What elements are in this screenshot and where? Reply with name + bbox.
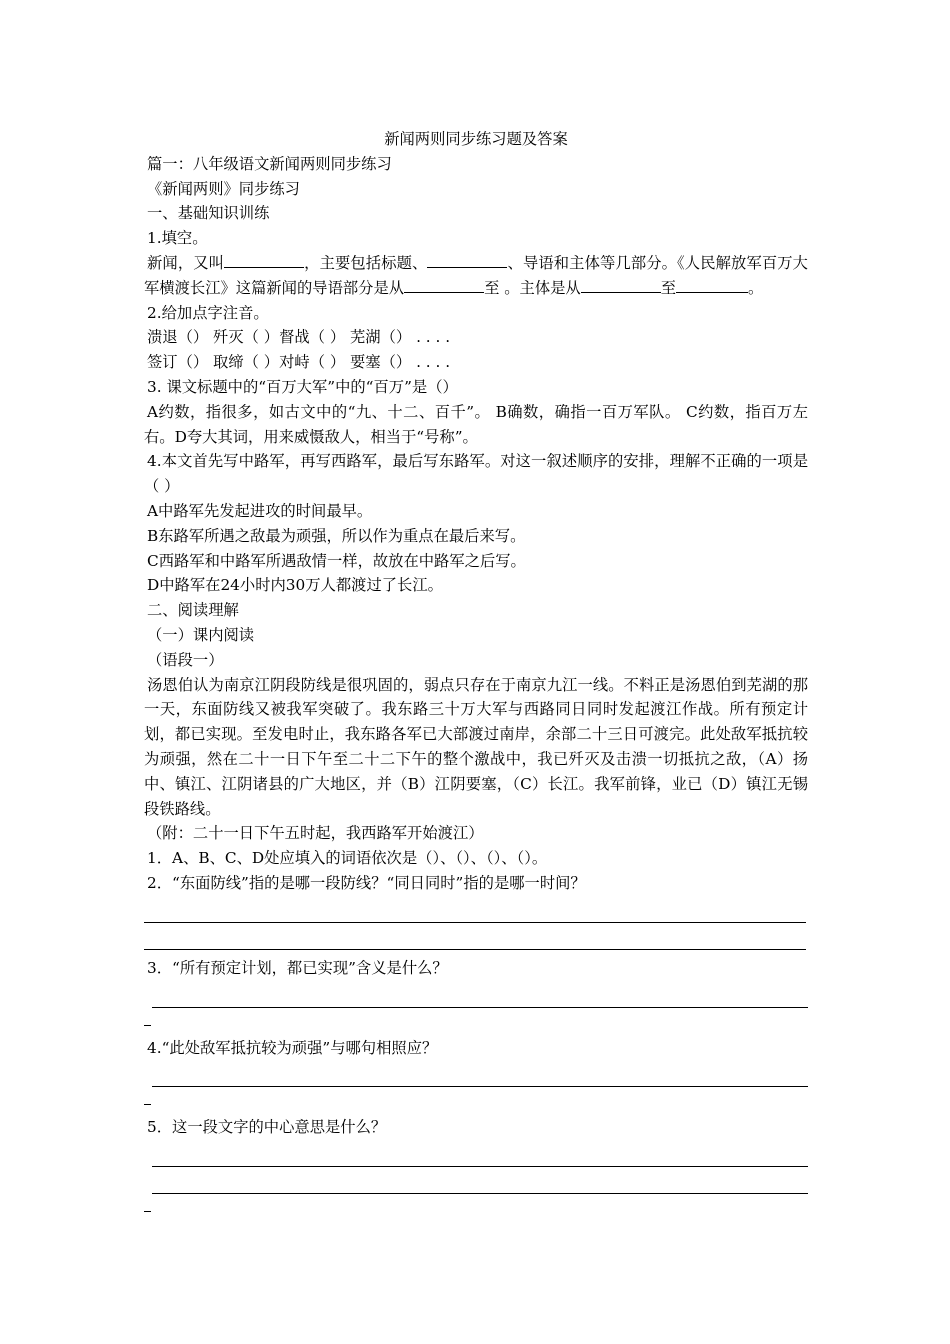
subsection-heading: （一）课内阅读 [147,625,255,644]
reading-question-4: 4.“此处敌军抵抗较为顽强”与哪句相照应？ [147,1038,438,1057]
document-title: 新闻两则同步练习题及答案 [384,130,568,148]
answer-line[interactable] [152,981,808,1008]
question-4-option-d: D中路军在24小时内30万人都渡过了长江。 [147,576,443,595]
answer-line[interactable] [152,1060,808,1087]
answer-line-end [144,1087,151,1105]
fill-blank [224,252,304,268]
fill-blank [404,277,484,293]
answer-line-end [144,1008,151,1026]
question-2-line-1: 溃退（） 歼灭（ ）督战（ ） 芜湖（） . . . . [147,328,451,347]
q1-text-c: 、导语和主体等几部分。《人民解放军百万大军横渡长江》这篇新闻的导语部分是从 [144,253,808,297]
question-4-option-a: A中路军先发起进攻的时间最早。 [147,501,373,520]
question-4-option-c: C西路军和中路军所遇敌情一样，故放在中路军之后写。 [147,551,526,570]
fill-blank [581,277,661,293]
question-3-heading: 3. 课文标题中的“百万大军”中的“百万”是（） [147,377,458,396]
q1-text-a: 新闻，又叫 [147,253,225,272]
reading-question-5: 5．这一段文字的中心意思是什么？ [147,1118,387,1137]
reading-question-3: 3．“所有预定计划，都已实现”含义是什么？ [147,958,448,977]
reading-question-2: 2．“东面防线”指的是哪一段防线？“同日同时”指的是哪一时间？ [147,873,586,892]
answer-line[interactable] [144,896,806,923]
q1-text-e: 至 [660,278,677,297]
answer-line-end [144,1194,151,1212]
document-page [144,127,808,1222]
reading-question-1: 1．A、B、C、D处应填入的词语依次是（）、（）、（）、（）。 [147,849,548,868]
question-1-heading: 1.填空。 [147,229,208,248]
question-4-option-b: B东路军所遇之敌最为顽强，所以作为重点在最后来写。 [147,526,526,545]
question-3-options: A约数，指很多，如古文中的“九、十二、百千”。 B确数，确指一百万军队。 C约数，指百万左右。D夸大其词，用来威慑敌人，相当于“号称”。 [144,402,808,446]
fill-blank [427,252,507,268]
question-2-line-2: 签订（） 取缔（ ）对峙（ ） 要塞（） . . . . [147,353,451,372]
section-reading-heading: 二、阅读理解 [147,601,239,620]
part-heading: 篇一：八年级语文新闻两则同步练习 [147,154,392,173]
exercise-subtitle: 《新闻两则》同步练习 [147,179,300,198]
reading-passage: 汤恩伯认为南京江阴段防线是很巩固的，弱点只存在于南京九江一线。不料正是汤恩伯到芜湖的那一天，东面防线又被我军突破了。我东路三十万大军与西路同日同时发起渡江作战。所有预定计划，都已实现。至发电时止，我东路各军已大部渡过南岸，余部二十三日可渡完。此处敌军抵抗较为顽强，然在二十一日下午至二十二下午的整个激战中，我已歼灭及击溃一切抵抗之敌，（A）扬中、镇江、江阴诸县的广大地区，并（B）江阴要塞，（C）长江。我军前锋，业已（D）镇江无锡段铁路线。 [144,675,808,818]
q1-text-f: 。 [748,278,764,297]
passage-label: （语段一） [147,650,224,669]
q1-text-d: 至 。主体是从 [484,278,581,297]
answer-line[interactable] [152,1140,808,1167]
question-2-heading: 2.给加点字注音。 [147,303,269,322]
passage-note: （附：二十一日下午五时起，我西路军开始渡江） [147,824,484,843]
question-4-heading: 4.本文首先写中路军，再写西路军，最后写东路军。对这一叙述顺序的安排，理解不正确的一项是（ ） [144,452,808,496]
answer-line[interactable] [144,923,806,950]
answer-line[interactable] [152,1167,808,1194]
question-1-body [144,251,808,301]
section-basic-heading: 一、基础知识训练 [147,204,270,223]
fill-blank [676,277,726,293]
fill-blank [726,277,748,293]
q1-text-b: ，主要包括标题、 [304,253,428,272]
